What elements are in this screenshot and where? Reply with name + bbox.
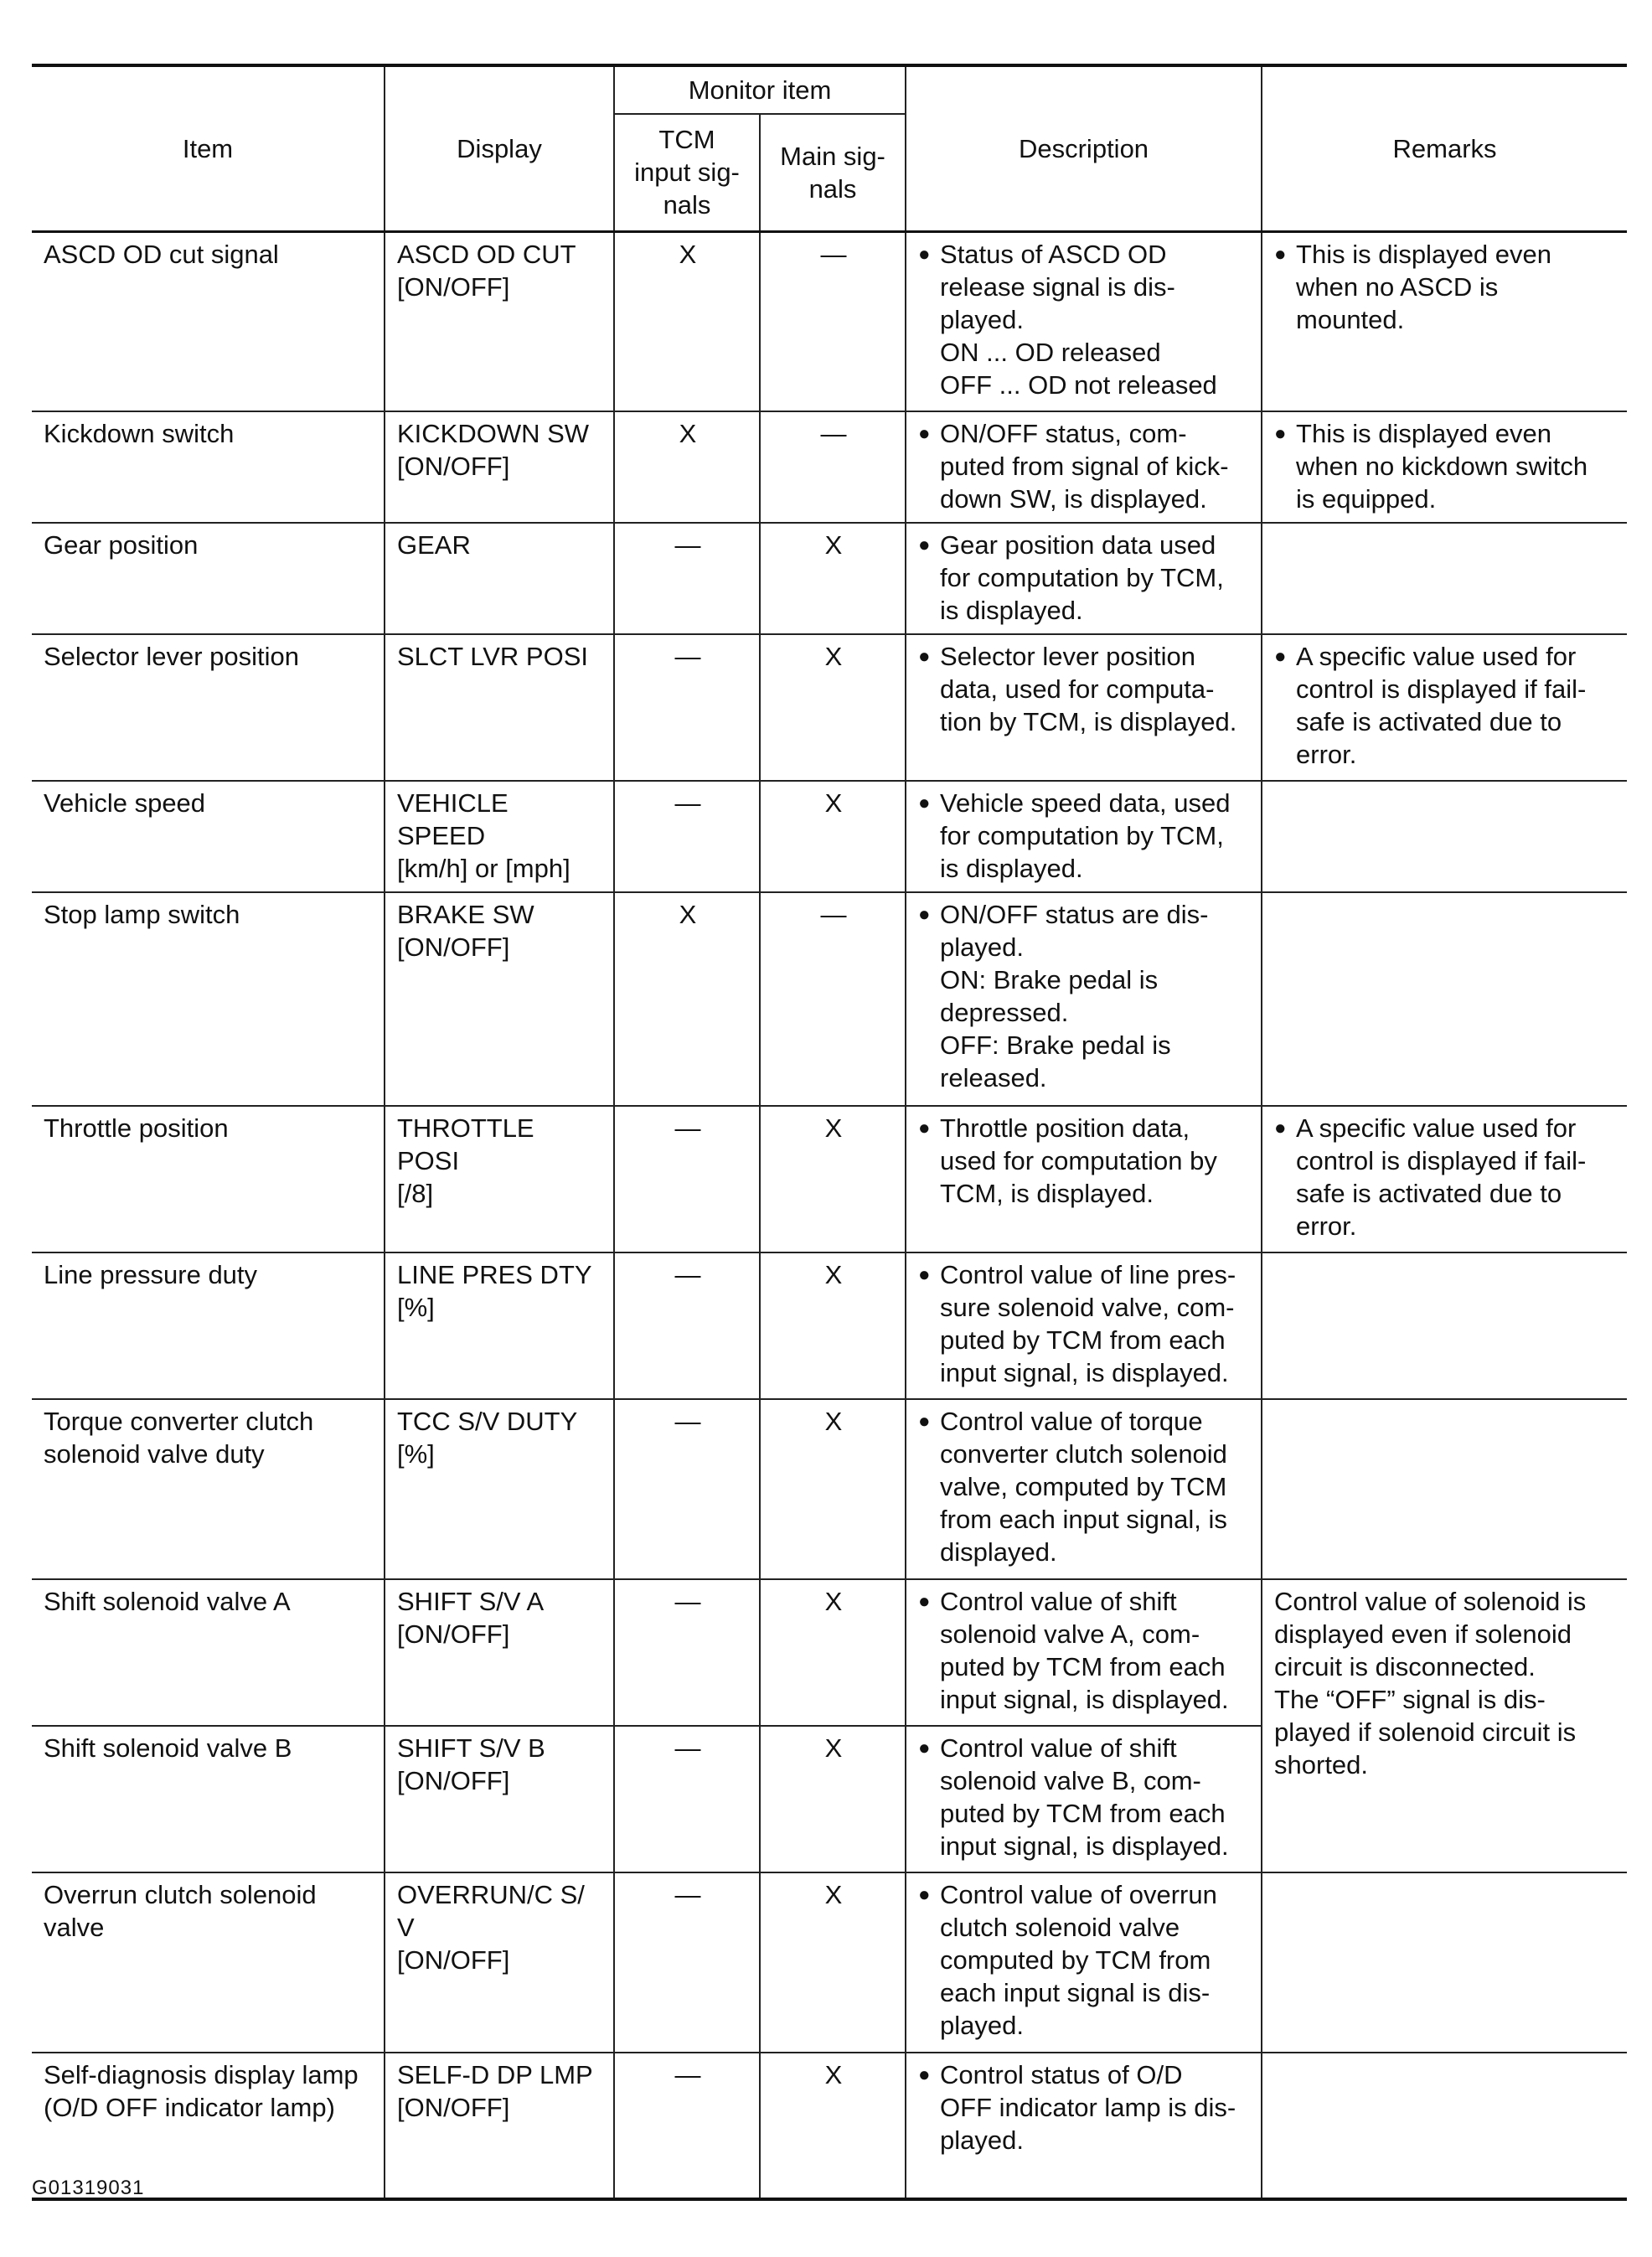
description-text <box>940 1585 1251 1716</box>
table-row <box>32 1579 1627 1726</box>
remarks-line: when no ASCD is <box>1296 271 1499 302</box>
item-cell <box>32 411 385 523</box>
description-line: ON: Brake pedal is <box>940 965 1159 994</box>
item-line: Gear position <box>44 530 199 560</box>
display-line: SHIFT S/V B <box>397 1733 545 1763</box>
item-cell <box>32 1726 385 1872</box>
item-cell <box>32 1106 385 1252</box>
table-row <box>32 411 1627 523</box>
main-signal-mark: — <box>760 231 906 411</box>
tcm-input-mark: — <box>614 1106 760 1252</box>
description-cell <box>906 1726 1262 1872</box>
bullet-icon: ● <box>1274 645 1287 668</box>
description-line: puted by TCM from each <box>940 1652 1226 1681</box>
item-cell <box>32 781 385 892</box>
description-line: depressed. <box>940 998 1069 1027</box>
remarks-cell <box>1262 634 1627 781</box>
remarks-line: safe is activated due to <box>1296 1179 1562 1208</box>
description-line: ON ... OD released <box>940 337 1161 367</box>
description-line: computed by TCM from <box>940 1945 1211 1975</box>
header-main-signals <box>760 114 906 231</box>
main-signal-mark: X <box>760 1252 906 1399</box>
remarks-cell <box>1262 1106 1627 1252</box>
description-line: played. <box>940 304 1024 334</box>
figure-code: G01319031 <box>32 2177 145 2199</box>
description-line: puted from signal of kick- <box>940 452 1229 481</box>
remarks-cell <box>1262 892 1627 1106</box>
description-cell <box>906 411 1262 523</box>
display-line: [%] <box>397 1293 435 1322</box>
description <box>918 417 1251 515</box>
bullet-icon: ● <box>1274 242 1287 266</box>
tcm-input-mark: X <box>614 231 760 411</box>
item-cell <box>32 231 385 411</box>
description-line: valve, computed by TCM <box>940 1472 1227 1501</box>
description-line: OFF indicator lamp is dis- <box>940 2093 1236 2122</box>
display-cell <box>385 231 614 411</box>
header-tcm-line: TCM <box>658 125 715 155</box>
item-line: Vehicle speed <box>44 788 206 818</box>
main-signal-mark: X <box>760 523 906 634</box>
description-line: for computation by TCM, <box>940 821 1224 850</box>
description <box>918 238 1251 401</box>
description-text <box>940 787 1251 885</box>
tcm-input-mark: — <box>614 781 760 892</box>
bullet-icon: ● <box>918 1737 931 1759</box>
tcm-input-mark: — <box>614 1579 760 1726</box>
description-line: Control value of shift <box>940 1587 1177 1616</box>
description-text <box>940 417 1251 515</box>
display-line: [km/h] or [mph] <box>397 854 570 883</box>
remarks-text <box>1296 238 1617 336</box>
main-signal-mark: X <box>760 781 906 892</box>
item-cell <box>32 892 385 1106</box>
display-line: V <box>397 1913 415 1942</box>
display-line: OVERRUN/C S/ <box>397 1880 585 1909</box>
display-line: [ON/OFF] <box>397 932 510 962</box>
description <box>918 1258 1251 1389</box>
description-line: solenoid valve B, com- <box>940 1766 1201 1795</box>
bullet-icon: ● <box>918 242 931 266</box>
remarks-line: Control value of solenoid is <box>1274 1587 1587 1616</box>
item-line: valve <box>44 1913 105 1942</box>
header-main-line: Main sig- <box>780 141 885 171</box>
description-line: Vehicle speed data, used <box>940 788 1231 818</box>
description-text <box>940 1732 1251 1862</box>
display-line: [ON/OFF] <box>397 271 510 302</box>
bullet-icon: ● <box>918 645 931 668</box>
remarks-cell-merged <box>1262 1579 1627 1872</box>
description-line: Control status of O/D <box>940 2060 1183 2089</box>
item-line: (O/D OFF indicator lamp) <box>44 2093 335 2122</box>
description-line: released. <box>940 1063 1047 1092</box>
bullet-icon: ● <box>918 1590 931 1613</box>
description-line: is displayed. <box>940 854 1083 883</box>
display-line: SHIFT S/V A <box>397 1587 545 1616</box>
item-line: Shift solenoid valve A <box>44 1587 291 1616</box>
item-line: Kickdown switch <box>44 419 235 448</box>
display-cell <box>385 411 614 523</box>
description-cell <box>906 2053 1262 2199</box>
display-line: THROTTLE <box>397 1113 534 1143</box>
remarks-line: shorted. <box>1274 1750 1369 1779</box>
main-signal-mark: — <box>760 892 906 1106</box>
display-cell <box>385 1726 614 1872</box>
item-line: solenoid valve duty <box>44 1439 265 1469</box>
header-tcm-line: nals <box>663 190 711 220</box>
display-line: BRAKE SW <box>397 900 534 929</box>
description-text <box>940 1405 1251 1568</box>
remarks-line: control is displayed if fail- <box>1296 1146 1587 1175</box>
description <box>918 1405 1251 1568</box>
description-cell <box>906 781 1262 892</box>
remarks-line: A specific value used for <box>1296 642 1577 671</box>
description <box>918 1112 1251 1210</box>
display-cell <box>385 1399 614 1579</box>
table-row <box>32 781 1627 892</box>
description-line: input signal, is displayed. <box>940 1831 1229 1861</box>
table-row <box>32 1872 1627 2053</box>
tcm-input-mark: — <box>614 1726 760 1872</box>
monitor-item-table <box>32 64 1627 2201</box>
description-cell <box>906 892 1262 1106</box>
item-cell <box>32 634 385 781</box>
remarks-text <box>1296 1112 1617 1242</box>
header-tcm-line: input sig- <box>634 158 740 188</box>
item-cell <box>32 1399 385 1579</box>
header-display: Display <box>385 65 614 231</box>
display-line: [ON/OFF] <box>397 1945 510 1975</box>
description <box>918 1732 1251 1862</box>
tcm-input-mark: — <box>614 2053 760 2199</box>
description-line: input signal, is displayed. <box>940 1358 1229 1387</box>
display-line: SELF-D DP LMP <box>397 2060 593 2089</box>
description-line: clutch solenoid valve <box>940 1913 1180 1942</box>
description-line: played. <box>940 2011 1024 2040</box>
tcm-input-mark: — <box>614 1872 760 2053</box>
main-signal-mark: X <box>760 2053 906 2199</box>
bullet-icon: ● <box>918 1117 931 1139</box>
display-cell <box>385 2053 614 2199</box>
display-cell <box>385 1579 614 1726</box>
item-cell <box>32 523 385 634</box>
description-line: Control value of line pres- <box>940 1260 1236 1289</box>
description <box>918 1878 1251 2042</box>
description-line: converter clutch solenoid <box>940 1439 1227 1469</box>
description-text <box>940 1112 1251 1210</box>
remarks-line: This is displayed even <box>1296 239 1552 269</box>
description-line: from each input signal, is <box>940 1505 1227 1534</box>
remarks-cell <box>1262 1252 1627 1399</box>
display-cell <box>385 781 614 892</box>
description-line: Selector lever position <box>940 642 1196 671</box>
display-line: ASCD OD CUT <box>397 239 576 269</box>
display-line: [%] <box>397 1439 435 1469</box>
description <box>918 1585 1251 1716</box>
display-line: [ON/OFF] <box>397 1766 510 1795</box>
description <box>918 2058 1251 2156</box>
remarks-line: displayed even if solenoid <box>1274 1619 1572 1649</box>
description-text <box>940 1878 1251 2042</box>
remarks <box>1274 417 1617 515</box>
remarks-line: error. <box>1296 1211 1357 1241</box>
item-cell <box>32 1872 385 2053</box>
remarks <box>1274 640 1617 771</box>
bullet-icon: ● <box>918 1883 931 1906</box>
bullet-icon: ● <box>918 792 931 814</box>
remarks-text <box>1296 417 1617 515</box>
display-line: POSI <box>397 1146 460 1175</box>
description-cell <box>906 523 1262 634</box>
table-row <box>32 2053 1627 2199</box>
item-line: Overrun clutch solenoid <box>44 1880 317 1909</box>
bullet-icon: ● <box>918 903 931 926</box>
remarks-line: error. <box>1296 740 1357 769</box>
bullet-icon: ● <box>918 422 931 445</box>
header-description: Description <box>906 65 1262 231</box>
description-cell <box>906 1252 1262 1399</box>
description-line: OFF ... OD not released <box>940 369 1217 400</box>
header-remarks: Remarks <box>1262 65 1627 231</box>
description-line: Control value of overrun <box>940 1880 1217 1909</box>
bullet-icon: ● <box>1274 422 1287 445</box>
description-line: release signal is dis- <box>940 271 1175 302</box>
description-text <box>940 640 1251 738</box>
item-line: Selector lever position <box>44 642 299 671</box>
description-line: used for computation by <box>940 1146 1217 1175</box>
description <box>918 529 1251 627</box>
description-line: OFF: Brake pedal is <box>940 1030 1171 1060</box>
remarks <box>1274 238 1617 336</box>
display-line: SPEED <box>397 821 486 850</box>
remarks-cell <box>1262 411 1627 523</box>
description-line: tion by TCM, is displayed. <box>940 707 1237 736</box>
remarks-line: played if solenoid circuit is <box>1274 1717 1577 1747</box>
header-item: Item <box>32 65 385 231</box>
item-cell <box>32 1579 385 1726</box>
description-cell <box>906 634 1262 781</box>
table-row <box>32 1399 1627 1579</box>
display-line: KICKDOWN SW <box>397 419 590 448</box>
description-line: Throttle position data, <box>940 1113 1190 1143</box>
remarks-cell <box>1262 781 1627 892</box>
description-line: Status of ASCD OD <box>940 239 1167 269</box>
description-line: sure solenoid valve, com- <box>940 1293 1235 1322</box>
description-line: Control value of shift <box>940 1733 1177 1763</box>
table-body <box>32 231 1627 2199</box>
description-line: is displayed. <box>940 596 1083 625</box>
bullet-icon: ● <box>918 2063 931 2086</box>
remarks-line: circuit is disconnected. <box>1274 1652 1536 1681</box>
remarks-line: control is displayed if fail- <box>1296 674 1587 704</box>
remarks-cell <box>1262 1872 1627 2053</box>
header-monitor-item: Monitor item <box>614 65 906 114</box>
display-line: VEHICLE <box>397 788 509 818</box>
description-line: displayed. <box>940 1537 1057 1567</box>
description-line: played. <box>940 2125 1024 2155</box>
description-cell <box>906 1399 1262 1579</box>
item-line: Stop lamp switch <box>44 900 240 929</box>
main-signal-mark: X <box>760 1579 906 1726</box>
description-line: Control value of torque <box>940 1407 1203 1436</box>
description-line: puted by TCM from each <box>940 1799 1226 1828</box>
display-line: [ON/OFF] <box>397 2093 510 2122</box>
description-line: puted by TCM from each <box>940 1325 1226 1355</box>
description-line: Gear position data used <box>940 530 1216 560</box>
display-cell <box>385 634 614 781</box>
description-line: down SW, is displayed. <box>940 484 1207 514</box>
bullet-icon: ● <box>918 1263 931 1286</box>
display-cell <box>385 523 614 634</box>
description <box>918 787 1251 885</box>
display-line: TCC S/V DUTY <box>397 1407 578 1436</box>
description-line: solenoid valve A, com- <box>940 1619 1200 1649</box>
display-cell <box>385 1106 614 1252</box>
item-line: Self-diagnosis display lamp <box>44 2060 359 2089</box>
remarks <box>1274 1112 1617 1242</box>
description-line: for computation by TCM, <box>940 563 1224 592</box>
main-signal-mark: X <box>760 1399 906 1579</box>
description-cell <box>906 1579 1262 1726</box>
display-line: LINE PRES DTY <box>397 1260 592 1289</box>
main-signal-mark: X <box>760 1726 906 1872</box>
description-cell <box>906 231 1262 411</box>
bullet-icon: ● <box>918 1410 931 1433</box>
tcm-input-mark: — <box>614 634 760 781</box>
display-line: GEAR <box>397 530 471 560</box>
display-line: [/8] <box>397 1179 434 1208</box>
description-text <box>940 898 1251 1094</box>
remarks-line: when no kickdown switch <box>1296 452 1588 481</box>
main-signal-mark: — <box>760 411 906 523</box>
description-line: TCM, is displayed. <box>940 1179 1154 1208</box>
description-text <box>940 2058 1251 2156</box>
description-text <box>940 238 1251 401</box>
description-cell <box>906 1106 1262 1252</box>
display-cell <box>385 1252 614 1399</box>
table-row <box>32 634 1627 781</box>
remarks-line: A specific value used for <box>1296 1113 1577 1143</box>
description-line: ON/OFF status are dis- <box>940 900 1209 929</box>
display-line: [ON/OFF] <box>397 452 510 481</box>
table-row <box>32 231 1627 411</box>
table-row <box>32 523 1627 634</box>
item-line: ASCD OD cut signal <box>44 239 279 269</box>
tcm-input-mark: — <box>614 523 760 634</box>
item-line: Throttle position <box>44 1113 229 1143</box>
main-signal-mark: X <box>760 634 906 781</box>
tcm-input-mark: — <box>614 1252 760 1399</box>
description-cell <box>906 1872 1262 2053</box>
remarks-cell <box>1262 523 1627 634</box>
description-line: data, used for computa- <box>940 674 1215 704</box>
tcm-input-mark: — <box>614 1399 760 1579</box>
table-row <box>32 892 1627 1106</box>
table-row <box>32 1106 1627 1252</box>
remarks-line: The “OFF” signal is dis- <box>1274 1685 1546 1714</box>
item-line: Line pressure duty <box>44 1260 258 1289</box>
description-line: each input signal is dis- <box>940 1978 1211 2007</box>
bullet-icon: ● <box>1274 1117 1287 1139</box>
display-cell <box>385 1872 614 2053</box>
header-main-line: nals <box>808 173 857 204</box>
table-header <box>32 65 1627 231</box>
display-line: [ON/OFF] <box>397 1619 510 1649</box>
item-cell <box>32 1252 385 1399</box>
table-row <box>32 1252 1627 1399</box>
main-signal-mark: X <box>760 1872 906 2053</box>
remarks-cell <box>1262 231 1627 411</box>
monitor-item-sheet <box>32 64 1627 2201</box>
main-signal-mark: X <box>760 1106 906 1252</box>
bullet-icon: ● <box>918 534 931 556</box>
remarks-line: mounted. <box>1296 304 1405 334</box>
description-line: played. <box>940 932 1024 962</box>
remarks-line: safe is activated due to <box>1296 707 1562 736</box>
tcm-input-mark: X <box>614 892 760 1106</box>
description-line: input signal, is displayed. <box>940 1685 1229 1714</box>
description-line: ON/OFF status, com- <box>940 419 1187 448</box>
header-tcm-input-signals <box>614 114 760 231</box>
remarks-text <box>1296 640 1617 771</box>
description-text <box>940 529 1251 627</box>
remarks-line: This is displayed even <box>1296 419 1552 448</box>
item-line: Shift solenoid valve B <box>44 1733 292 1763</box>
description-text <box>940 1258 1251 1389</box>
display-line: SLCT LVR POSI <box>397 642 588 671</box>
display-cell <box>385 892 614 1106</box>
tcm-input-mark: X <box>614 411 760 523</box>
description <box>918 640 1251 738</box>
description <box>918 898 1251 1094</box>
remarks-cell <box>1262 2053 1627 2199</box>
remarks-line: is equipped. <box>1296 484 1437 514</box>
remarks-cell <box>1262 1399 1627 1579</box>
item-line: Torque converter clutch <box>44 1407 314 1436</box>
